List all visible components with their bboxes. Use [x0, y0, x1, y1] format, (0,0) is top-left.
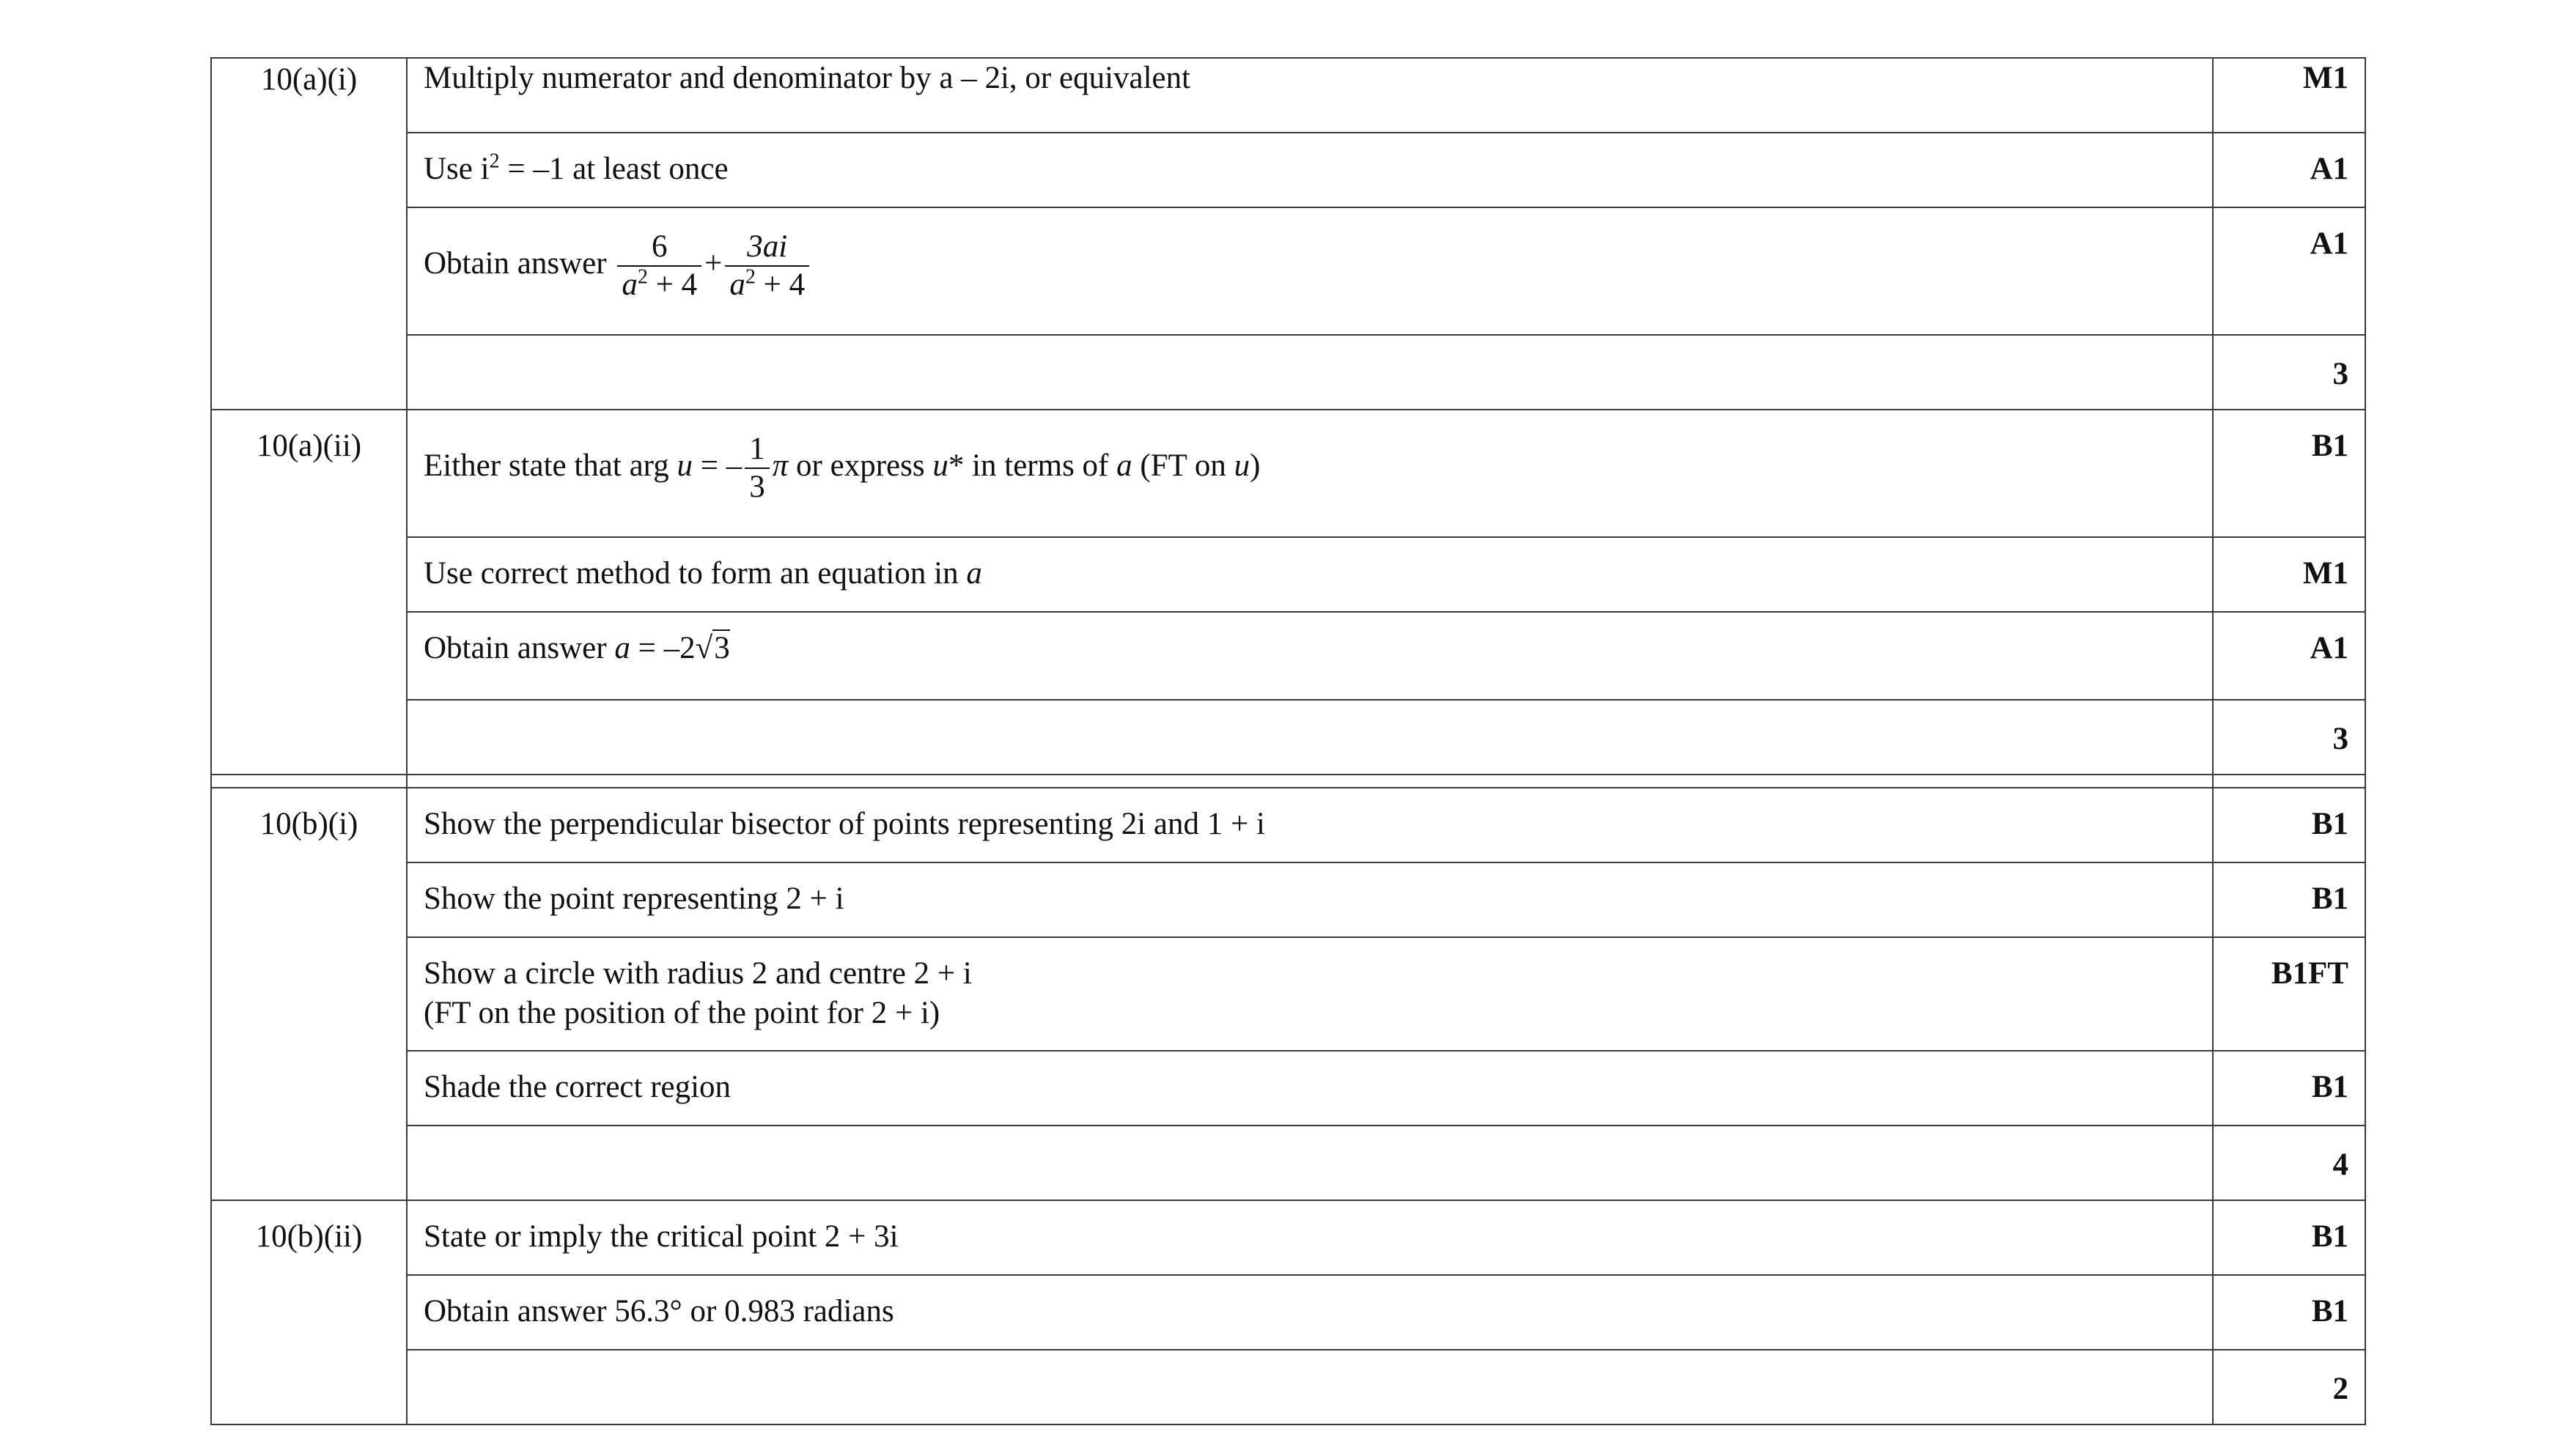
mark-cell: M1 — [2213, 58, 2365, 133]
table-row — [211, 612, 2365, 700]
table-row — [211, 133, 2365, 207]
total-mark: 4 — [2213, 1126, 2365, 1200]
question-number: 10(b)(i) — [211, 788, 407, 1200]
answer-text: = –1 at least once — [499, 152, 729, 186]
mark-cell: A1 — [2213, 133, 2365, 207]
table-row — [211, 862, 2365, 937]
answer-cell — [407, 58, 2213, 133]
question-number: 10(a)(ii) — [211, 410, 407, 775]
superscript: 2 — [489, 149, 500, 173]
table-row — [211, 1275, 2365, 1350]
answer-cell — [407, 1126, 2213, 1200]
answer-cell — [407, 1275, 2213, 1350]
answer-text: Show the perpendicular bisector of points representing 2i and 1 + i — [424, 807, 1265, 841]
mark-cell: B1 — [2213, 1275, 2365, 1350]
total-mark: 3 — [2213, 335, 2365, 410]
answer-cell — [407, 937, 2213, 1051]
answer-text: Obtain answer 56.3° or 0.983 radians — [424, 1294, 894, 1328]
fraction-numerator: 6 — [617, 229, 701, 267]
answer-cell — [407, 1200, 2213, 1275]
answer-cell — [407, 862, 2213, 937]
answer-text: Obtain answer — [424, 631, 615, 665]
table-row — [211, 58, 2365, 133]
answer-cell: Obtain answer a = –2√3 — [407, 612, 2213, 700]
answer-text: Use i — [424, 152, 490, 186]
mark-cell: M1 — [2213, 537, 2365, 612]
table-row — [211, 788, 2365, 862]
answer-cell — [407, 1350, 2213, 1424]
fraction-numerator: 3ai — [725, 229, 809, 267]
table-row — [211, 410, 2365, 537]
table-row — [211, 1126, 2365, 1200]
mark-cell: A1 — [2213, 612, 2365, 700]
table-row — [211, 335, 2365, 410]
answer-text: Obtain answer — [424, 245, 607, 281]
answer-cell — [407, 133, 2213, 207]
fraction — [617, 229, 701, 303]
table-row — [211, 937, 2365, 1051]
answer-text: State or imply the critical point 2 + 3i — [424, 1219, 899, 1254]
mark-cell: B1 — [2213, 1051, 2365, 1126]
mark-cell: A1 — [2213, 207, 2365, 335]
square-root: √3 — [695, 631, 730, 665]
table-row — [211, 537, 2365, 612]
table-row — [211, 207, 2365, 335]
answer-cell: Either state that arg u = – $\frac{1}{3}$ π or express u* in terms of a (FT on u) — [407, 410, 2213, 537]
mark-cell: B1 — [2213, 788, 2365, 862]
question-number: 10(b)(ii) — [211, 1200, 407, 1424]
plus-sign: + — [704, 245, 723, 281]
answer-text: Show a circle with radius 2 and centre 2 + i — [424, 956, 972, 991]
answer-cell — [407, 1051, 2213, 1126]
table-row — [211, 1200, 2365, 1275]
table-row — [211, 700, 2365, 775]
table-row — [211, 1350, 2365, 1424]
mark-scheme-table — [210, 57, 2366, 1425]
total-mark: 3 — [2213, 700, 2365, 775]
answer-text: Use correct method to form an equation in — [424, 556, 967, 591]
fraction-denominator: $a^2 + 4$ — [622, 265, 698, 302]
answer-cell — [407, 335, 2213, 410]
mark-cell: B1FT — [2213, 937, 2365, 1051]
answer-cell — [407, 700, 2213, 775]
answer-cell — [407, 207, 2213, 335]
fraction-denominator: $a^2 + 4$ — [729, 265, 806, 302]
question-number: 10(a)(i) — [211, 58, 407, 410]
total-mark: 2 — [2213, 1350, 2365, 1424]
answer-cell: Use correct method to form an equation in a — [407, 537, 2213, 612]
mark-cell: B1 — [2213, 862, 2365, 937]
fraction: $\frac{1}{3}$ — [745, 431, 770, 506]
answer-text: Shade the correct region — [424, 1070, 732, 1104]
answer-text: Show the point representing 2 + i — [424, 882, 844, 916]
answer-text: (FT on the position of the point for 2 + i) — [424, 996, 940, 1030]
answer-text: Multiply numerator and denominator by a – 2i, or equivalent — [424, 61, 1191, 95]
answer-text: Either state that arg — [424, 448, 677, 483]
mark-cell: B1 — [2213, 410, 2365, 537]
mark-cell: B1 — [2213, 1200, 2365, 1275]
fraction — [725, 229, 809, 303]
answer-cell — [407, 788, 2213, 862]
table-row — [211, 1051, 2365, 1126]
section-divider — [211, 775, 2365, 788]
